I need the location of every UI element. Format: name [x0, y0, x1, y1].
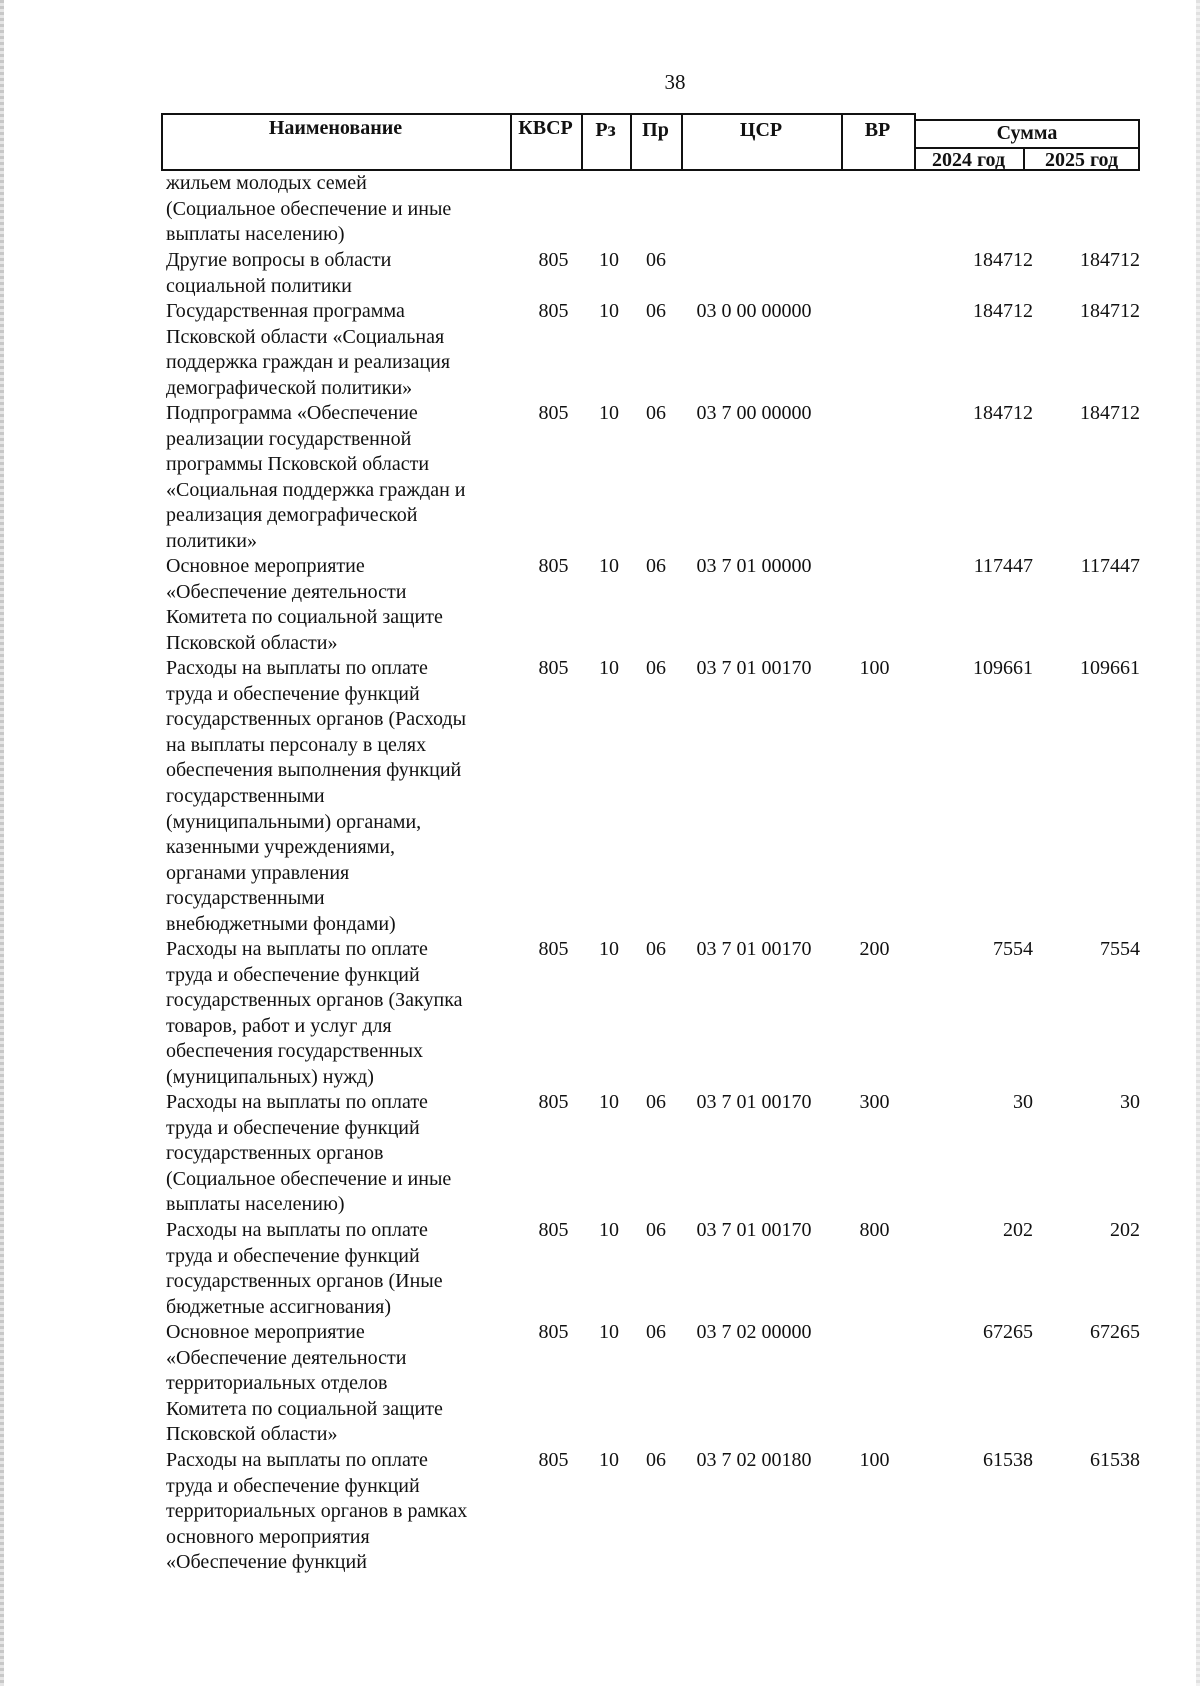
header-sum: Сумма [996, 122, 1058, 144]
row-kvsr: 805 [538, 1091, 569, 1113]
row-rz: 10 [599, 249, 619, 271]
row-name: Основное мероприятие «Обеспечение деятельности территориальных отделов Комитета по социальной защите Псковской области» [166, 1321, 443, 1446]
row-pr: 06 [646, 1449, 666, 1471]
row-vr: 100 [859, 1449, 890, 1471]
row-csr: 03 7 01 00170 [696, 657, 812, 679]
row-sum-2025: 109661 [1080, 657, 1140, 679]
scan-left-edge [0, 0, 4, 1686]
row-vr: 200 [859, 938, 890, 960]
table-row [166, 1448, 1140, 1576]
row-sum-2025: 61538 [1090, 1449, 1140, 1471]
row-vr: 300 [859, 1091, 890, 1113]
row-kvsr: 805 [538, 1219, 569, 1241]
row-sum-2024: 7554 [993, 938, 1033, 960]
row-sum-2024: 30 [1013, 1091, 1033, 1113]
row-pr: 06 [646, 1321, 666, 1343]
header-year-2025: 2025 год [1044, 149, 1119, 171]
row-sum-2025: 184712 [1080, 249, 1140, 271]
row-csr: 03 7 01 00000 [696, 555, 812, 577]
row-pr: 06 [646, 300, 666, 322]
row-csr: 03 7 01 00170 [696, 938, 812, 960]
row-kvsr: 805 [538, 1321, 569, 1343]
table-row [166, 937, 1140, 1090]
row-pr: 06 [646, 1219, 666, 1241]
row-name: Государственная программа Псковской области «Социальная поддержка граждан и реализация демографической политики» [166, 300, 451, 399]
row-pr: 06 [646, 657, 666, 679]
row-rz: 10 [599, 938, 619, 960]
table-row [166, 299, 1140, 401]
scan-right-edge [1196, 0, 1200, 1686]
row-sum-2024: 67265 [983, 1321, 1033, 1343]
row-kvsr: 805 [538, 1449, 569, 1471]
page-number: 38 [664, 70, 686, 94]
row-rz: 10 [599, 402, 619, 424]
row-pr: 06 [646, 938, 666, 960]
row-sum-2025: 67265 [1090, 1321, 1140, 1343]
row-vr: 800 [859, 1219, 890, 1241]
row-name: Другие вопросы в области социальной политики [166, 249, 392, 297]
row-kvsr: 805 [538, 555, 569, 577]
row-csr: 03 7 02 00000 [696, 1321, 812, 1343]
row-name: Расходы на выплаты по оплате труда и обеспечение функций государственных органов (Закупка товаров, работ и услуг для обеспечения государственных (муниципальных) нужд) [166, 938, 463, 1088]
header-name: Наименование [268, 117, 403, 139]
row-csr: 03 7 02 00180 [696, 1449, 812, 1471]
row-name: Расходы на выплаты по оплате труда и обеспечение функций государственных органов (Иные бюджетные ассигнования) [166, 1219, 443, 1318]
row-sum-2024: 184712 [973, 249, 1033, 271]
header-pr: Пр [642, 119, 669, 141]
row-sum-2025: 117447 [1080, 555, 1140, 577]
table-row [166, 554, 1140, 656]
row-vr: 100 [859, 657, 890, 679]
header-vr: ВР [864, 119, 891, 141]
row-sum-2024: 184712 [973, 300, 1033, 322]
table-body [166, 171, 1140, 1576]
row-sum-2025: 30 [1120, 1091, 1140, 1113]
row-rz: 10 [599, 1091, 619, 1113]
table-row [166, 401, 1140, 554]
row-sum-2025: 184712 [1080, 402, 1140, 424]
row-csr: 03 0 00 00000 [696, 300, 812, 322]
header-year-2024: 2024 год [931, 149, 1006, 171]
row-name: Расходы на выплаты по оплате труда и обеспечение функций государственных органов (Расходы на выплаты персоналу в целях обеспечения выполнения функций государственными (муниципальными) органами, казенными учреждениями, органами управления государственными внебюджетными фондами) [166, 657, 467, 935]
row-name: Расходы на выплаты по оплате труда и обеспечение функций государственных органов (Социальное обеспечение и иные выплаты населению) [166, 1091, 452, 1216]
row-sum-2024: 184712 [973, 402, 1033, 424]
row-rz: 10 [599, 657, 619, 679]
table-row [166, 1090, 1140, 1218]
row-rz: 10 [599, 555, 619, 577]
table-row [166, 171, 1140, 248]
row-kvsr: 805 [538, 300, 569, 322]
row-sum-2024: 61538 [983, 1449, 1033, 1471]
row-rz: 10 [599, 1449, 619, 1471]
row-rz: 10 [599, 1321, 619, 1343]
row-name: жильем молодых семей (Социальное обеспечение и иные выплаты населению) [166, 172, 452, 246]
row-sum-2025: 202 [1110, 1219, 1140, 1241]
row-name: Основное мероприятие «Обеспечение деятельности Комитета по социальной защите Псковской области» [166, 555, 443, 654]
header-kvsr: КВСР [518, 117, 573, 139]
row-rz: 10 [599, 1219, 619, 1241]
table-row [166, 656, 1140, 937]
row-sum-2025: 184712 [1080, 300, 1140, 322]
table-row [166, 1320, 1140, 1448]
table-header [161, 113, 1140, 171]
row-csr: 03 7 01 00170 [696, 1219, 812, 1241]
row-name: Расходы на выплаты по оплате труда и обеспечение функций территориальных органов в рамках основного мероприятия «Обеспечение функций [166, 1449, 468, 1574]
row-pr: 06 [646, 555, 666, 577]
row-pr: 06 [646, 249, 666, 271]
table-row [166, 1218, 1140, 1320]
row-pr: 06 [646, 1091, 666, 1113]
row-kvsr: 805 [538, 657, 569, 679]
table-row [166, 248, 1140, 299]
row-rz: 10 [599, 300, 619, 322]
row-kvsr: 805 [538, 938, 569, 960]
row-pr: 06 [646, 402, 666, 424]
row-name: Подпрограмма «Обеспечение реализации государственной программы Псковской области «Социальная поддержка граждан и реализация демографической политики» [166, 402, 466, 552]
row-sum-2024: 202 [1003, 1219, 1033, 1241]
header-rz: Рз [595, 119, 616, 141]
row-csr: 03 7 01 00170 [696, 1091, 812, 1113]
row-kvsr: 805 [538, 402, 569, 424]
header-csr: ЦСР [739, 119, 783, 141]
row-sum-2024: 117447 [973, 555, 1033, 577]
row-sum-2025: 7554 [1100, 938, 1140, 960]
row-sum-2024: 109661 [973, 657, 1033, 679]
row-csr: 03 7 00 00000 [696, 402, 812, 424]
row-kvsr: 805 [538, 249, 569, 271]
